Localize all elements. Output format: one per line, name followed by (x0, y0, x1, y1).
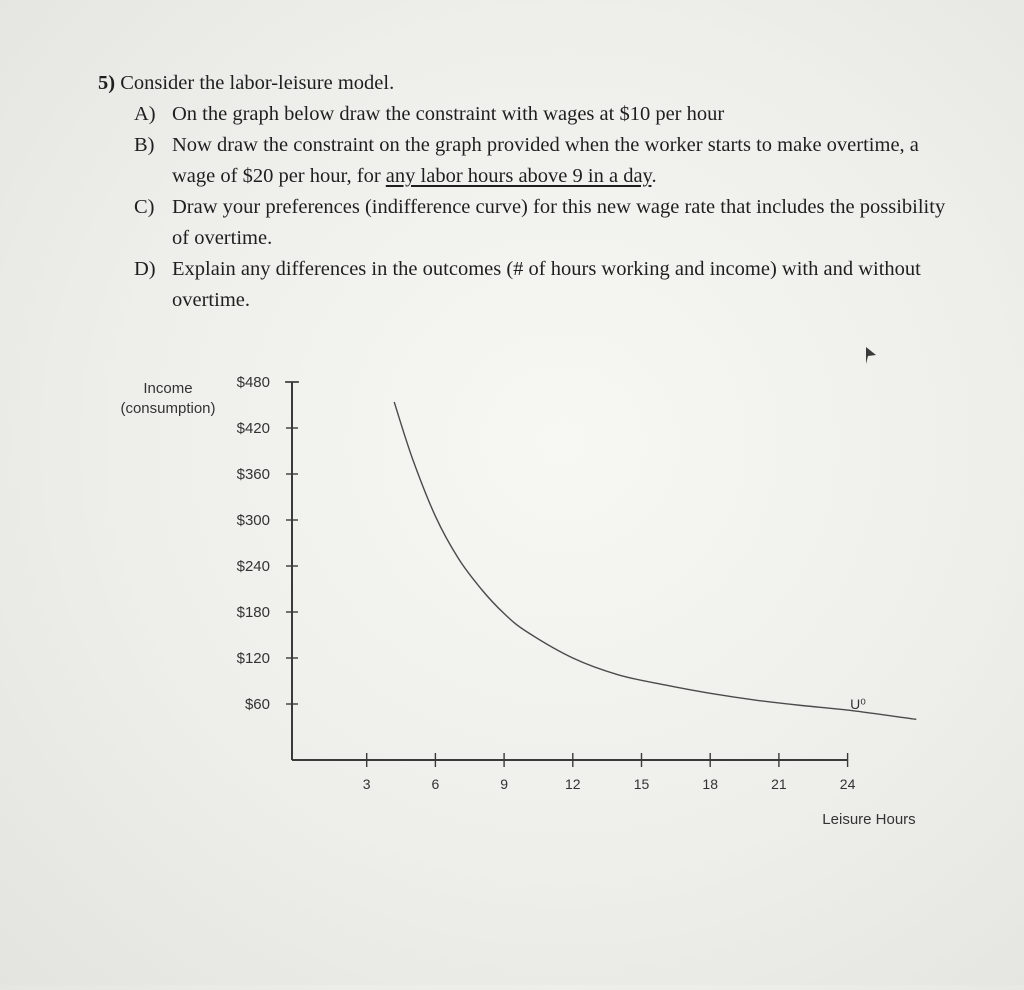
part-c-text: Draw your preferences (indifference curve) for this new wage rate that includes the possibility of overtime. (172, 196, 946, 249)
y-tick-label: $300 (236, 512, 270, 529)
y-axis-label-line1: Income (143, 380, 193, 397)
x-tick-label: 12 (565, 776, 581, 792)
y-ticks (237, 374, 298, 713)
y-tick-label: $120 (236, 650, 270, 667)
y-tick-label: $480 (236, 374, 270, 391)
question-number: 5) (98, 72, 116, 94)
x-tick-label: 18 (702, 776, 718, 792)
y-axis-label-line2: (consumption) (120, 400, 216, 417)
y-tick-label: $180 (236, 604, 270, 621)
part-a-text: On the graph below draw the constraint with wages at $10 per hour (172, 103, 725, 125)
x-ticks (363, 753, 856, 792)
y-tick-label: $240 (236, 558, 270, 575)
x-tick-label: 3 (362, 776, 371, 792)
x-tick-label: 9 (500, 776, 508, 792)
y-tick-label: $60 (244, 696, 270, 713)
curve-label: U⁰ (850, 696, 866, 712)
y-tick-label: $360 (236, 466, 270, 483)
x-tick-label: 15 (633, 776, 650, 792)
x-tick-label: 6 (431, 776, 440, 792)
part-b-letter: B) (134, 134, 155, 156)
mouse-cursor-icon (866, 347, 876, 364)
part-b-underlined-text: any labor hours above 9 in a day (385, 165, 652, 187)
x-tick-label: 21 (771, 776, 787, 792)
x-axis-label: Leisure Hours (822, 811, 916, 828)
question-title-text: Consider the labor-leisure model. (120, 72, 395, 94)
part-d-text: Explain any differences in the outcomes (# of hours working and income) with and without overtime. (172, 258, 921, 311)
part-b-text: Now draw the constraint on the graph provided when the worker starts to make overtime, a wage of $20 per hour, for (172, 134, 919, 187)
part-b-text-end: . (651, 165, 657, 187)
indifference-curve (394, 402, 916, 719)
y-tick-label: $420 (236, 420, 270, 437)
part-a-letter: A) (134, 103, 156, 125)
part-c-letter: C) (134, 196, 155, 218)
x-tick-label: 24 (839, 776, 856, 792)
chart-axes (285, 382, 848, 760)
part-d-letter: D) (134, 258, 156, 280)
